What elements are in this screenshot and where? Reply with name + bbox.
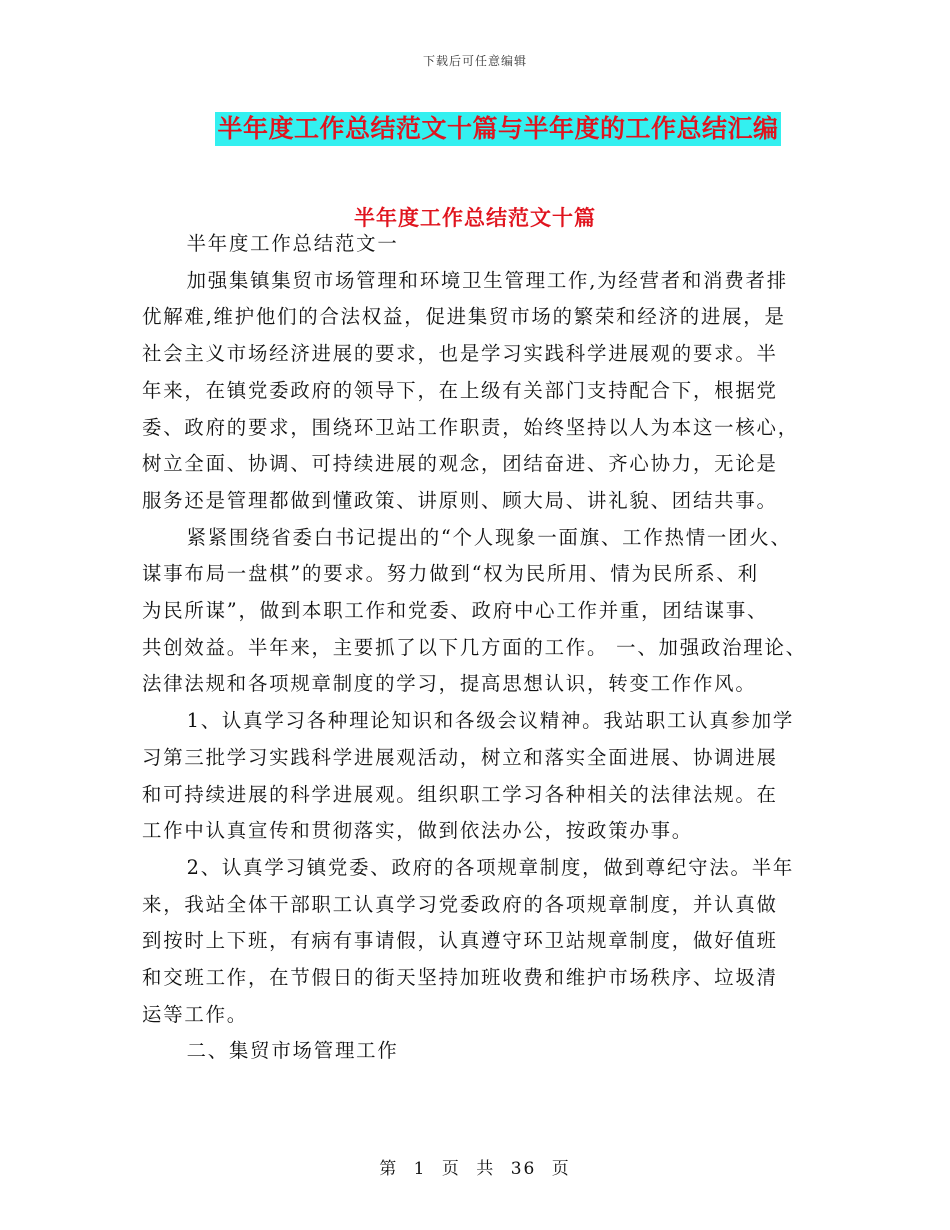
- paragraph: 紧紧围绕省委白书记提出的“个人现象一面旗、工作热情一团火、 谋事布局一盘棋”的要求。努力做到“权为民所用、情为民所系、利 为民所谋”，做到本职工作和党委、政府中心工作并重，团结谋事、 共创效益。半年来，主要抓了以下几方面的工作。 一、加强政治理论、 法律法规和各项规章制度的学习，提高思想认识，转变工作作风。: [142, 525, 807, 696]
- page-footer: [0, 1154, 950, 1179]
- document-title-text: 半年度工作总结范文十篇与半年度的工作总结汇编: [215, 112, 780, 146]
- document-title: [0, 112, 950, 146]
- footer-page-unit: 页: [441, 1159, 461, 1179]
- paragraph: 2、认真学习镇党委、政府的各项规章制度，做到尊纪守法。半年 来，我站全体干部职工认真学习党委政府的各项规章制度，并认真做 到按时上下班，有病有事请假，认真遵守环卫站规章制度，做好值班 和交班工作，在节假日的街天坚持加班收费和维护市场秩序、垃圾清 运等工作。: [142, 855, 795, 1026]
- footer-page-number: 1: [413, 1159, 427, 1179]
- paragraph-subheading-2: 二、集贸市场管理工作: [186, 1039, 399, 1063]
- paragraph: 加强集镇集贸市场管理和环境卫生管理工作,为经营者和消费者排 优解难,维护他们的合法权益，促进集贸市场的繁荣和经济的进展，是 社会主义市场经济进展的要求，也是学习实践科学进展观的要求。半 年来，在镇党委政府的领导下，在上级有关部门支持配合下，根据党 委、政府的要求，围绕环卫站工作职责，始终坚持以人为本这一核心， 树立全面、协调、可持续进展的观念，团结奋进、齐心协力，无论是 服务还是管理都做到懂政策、讲原则、顾大局、讲礼貌、团结共事。: [142, 268, 799, 512]
- paragraph-subheading-1: 半年度工作总结范文一: [186, 232, 399, 255]
- header-note: 下载后可任意编辑: [422, 54, 527, 68]
- footer-total-unit: 页: [551, 1159, 571, 1179]
- footer-page-label: 第: [379, 1159, 399, 1179]
- section-title: 半年度工作总结范文十篇: [354, 205, 596, 230]
- document-body: [142, 226, 814, 1070]
- footer-total-label: 共: [476, 1159, 496, 1179]
- paragraph: 1、认真学习各种理论知识和各级会议精神。我站职工认真参加学 习第三批学习实践科学进展观活动，树立和落实全面进展、协调进展 和可持续进展的科学进展观。组织职工学习各种相关的法律法规。在 工作中认真宣传和贯彻落实，做到依法办公，按政策办事。: [142, 709, 795, 843]
- footer-total-pages: 36: [510, 1159, 537, 1179]
